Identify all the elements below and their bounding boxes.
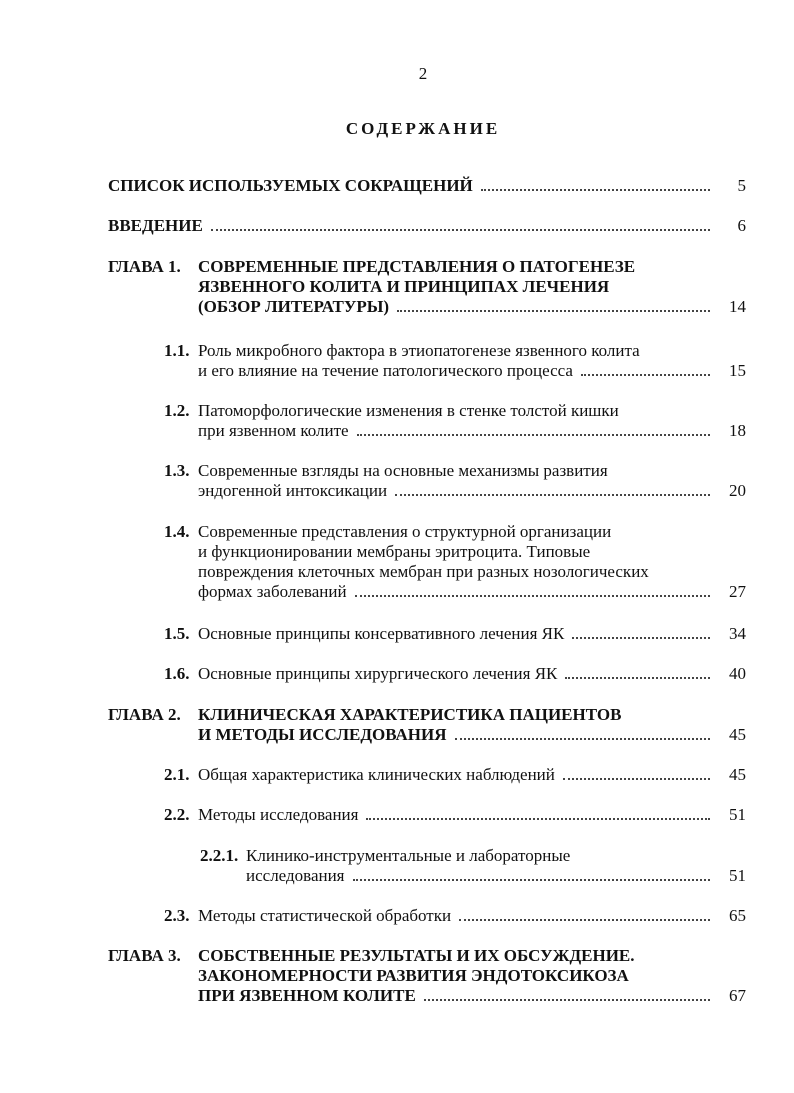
chapter-number: ГЛАВА 1. bbox=[108, 257, 181, 276]
entry-line: ЯЗВЕННОГО КОЛИТА И ПРИНЦИПАХ ЛЕЧЕНИЯ bbox=[198, 277, 610, 296]
page-ref: 5 bbox=[737, 176, 746, 195]
entry-line: при язвенном колите bbox=[198, 421, 349, 440]
entry-line: ЗАКОНОМЕРНОСТИ РАЗВИТИЯ ЭНДОТОКСИКОЗА bbox=[198, 966, 629, 985]
page-ref: 20 bbox=[729, 481, 746, 500]
toc-entry-2-2[interactable] bbox=[164, 805, 746, 825]
section-number: 2.2. bbox=[164, 805, 190, 824]
dot-leader bbox=[565, 677, 710, 679]
dot-leader bbox=[572, 637, 710, 639]
entry-line: Клинико-инструментальные и лабораторные bbox=[246, 846, 571, 865]
entry-line: Современные представления о структурной организации bbox=[198, 522, 612, 541]
entry-line: исследования bbox=[246, 866, 345, 885]
section-number: 2.1. bbox=[164, 765, 190, 784]
toc-entry-chapter-1[interactable] bbox=[108, 257, 746, 317]
entry-line: Методы статистической обработки bbox=[198, 906, 452, 925]
dot-leader bbox=[357, 434, 710, 436]
entry-line: и его влияние на течение патологического процесса bbox=[198, 361, 573, 380]
chapter-number: ГЛАВА 3. bbox=[108, 946, 181, 965]
section-number: 1.4. bbox=[164, 522, 190, 541]
section-number: 2.2.1. bbox=[200, 846, 239, 865]
entry-line: и функционировании мембраны эритроцита. Типовые bbox=[198, 542, 591, 561]
toc-entry-2-3[interactable] bbox=[164, 906, 746, 926]
toc-entry-1-4[interactable] bbox=[164, 522, 746, 602]
chapter-number: ГЛАВА 2. bbox=[108, 705, 181, 724]
toc-entry-2-1[interactable] bbox=[164, 765, 746, 785]
page-ref: 15 bbox=[729, 361, 746, 380]
dot-leader bbox=[353, 879, 710, 881]
entry-line: Роль микробного фактора в этиопатогенезе язвенного колита bbox=[198, 341, 640, 360]
page-ref: 34 bbox=[729, 624, 746, 643]
page-ref: 67 bbox=[729, 986, 746, 1005]
dot-leader bbox=[481, 189, 710, 191]
section-number: 1.1. bbox=[164, 341, 190, 360]
section-number: 1.6. bbox=[164, 664, 190, 683]
toc-entry-1-3[interactable] bbox=[164, 461, 746, 501]
toc-entry-chapter-3[interactable] bbox=[108, 946, 746, 1006]
section-number: 2.3. bbox=[164, 906, 190, 925]
entry-line: повреждения клеточных мембран при разных нозологических bbox=[198, 562, 649, 581]
dot-leader bbox=[459, 919, 710, 921]
entry-line: ПРИ ЯЗВЕННОМ КОЛИТЕ bbox=[198, 986, 416, 1005]
dot-leader bbox=[355, 595, 710, 597]
entry-line: И МЕТОДЫ ИССЛЕДОВАНИЯ bbox=[198, 725, 447, 744]
page-ref: 14 bbox=[729, 297, 746, 316]
page-ref: 6 bbox=[737, 216, 746, 235]
page-number: 2 bbox=[418, 64, 428, 83]
page-ref: 40 bbox=[729, 664, 746, 683]
entry-line: эндогенной интоксикации bbox=[198, 481, 388, 500]
page-ref: 27 bbox=[729, 582, 746, 601]
toc-entry-abbreviations[interactable] bbox=[108, 176, 746, 196]
entry-line: Современные взгляды на основные механизмы развития bbox=[198, 461, 608, 480]
toc-entry-1-2[interactable] bbox=[164, 401, 746, 441]
dot-leader bbox=[366, 818, 710, 820]
section-number: 1.3. bbox=[164, 461, 190, 480]
toc-title: СОДЕРЖАНИЕ bbox=[345, 119, 501, 138]
dot-leader bbox=[424, 999, 710, 1001]
entry-line: (ОБЗОР ЛИТЕРАТУРЫ) bbox=[198, 297, 390, 316]
dot-leader bbox=[581, 374, 710, 376]
page-ref: 65 bbox=[729, 906, 746, 925]
entry-line: СОВРЕМЕННЫЕ ПРЕДСТАВЛЕНИЯ О ПАТОГЕНЕЗЕ bbox=[198, 257, 636, 276]
dot-leader bbox=[563, 778, 710, 780]
dot-leader bbox=[397, 310, 710, 312]
entry-line: Основные принципы хирургического лечения ЯК bbox=[198, 664, 558, 683]
entry-line: Методы исследования bbox=[198, 805, 359, 824]
toc-entry-1-6[interactable] bbox=[164, 664, 746, 684]
dot-leader bbox=[455, 738, 710, 740]
page-ref: 45 bbox=[729, 765, 746, 784]
entry-line: Основные принципы консервативного лечения ЯК bbox=[198, 624, 565, 643]
toc-entry-1-1[interactable] bbox=[164, 341, 746, 381]
dot-leader bbox=[395, 494, 710, 496]
entry-line: Общая характеристика клинических наблюдений bbox=[198, 765, 555, 784]
entry-line: Патоморфологические изменения в стенке толстой кишки bbox=[198, 401, 619, 420]
page-ref: 45 bbox=[729, 725, 746, 744]
page-ref: 51 bbox=[729, 805, 746, 824]
entry-label: ВВЕДЕНИЕ bbox=[108, 216, 203, 235]
entry-line: формах заболеваний bbox=[198, 582, 347, 601]
section-number: 1.2. bbox=[164, 401, 190, 420]
entry-line: СОБСТВЕННЫЕ РЕЗУЛЬТАТЫ И ИХ ОБСУЖДЕНИЕ. bbox=[198, 946, 635, 965]
page-ref: 51 bbox=[729, 866, 746, 885]
page-ref: 18 bbox=[729, 421, 746, 440]
entry-line: КЛИНИЧЕСКАЯ ХАРАКТЕРИСТИКА ПАЦИЕНТОВ bbox=[198, 705, 622, 724]
toc-entry-chapter-2[interactable] bbox=[108, 705, 746, 745]
toc-entry-1-5[interactable] bbox=[164, 624, 746, 644]
toc-entry-2-2-1[interactable] bbox=[200, 846, 746, 886]
dot-leader bbox=[211, 229, 710, 231]
entry-label: СПИСОК ИСПОЛЬЗУЕМЫХ СОКРАЩЕНИЙ bbox=[108, 176, 473, 195]
toc-entry-introduction[interactable] bbox=[108, 216, 746, 236]
section-number: 1.5. bbox=[164, 624, 190, 643]
